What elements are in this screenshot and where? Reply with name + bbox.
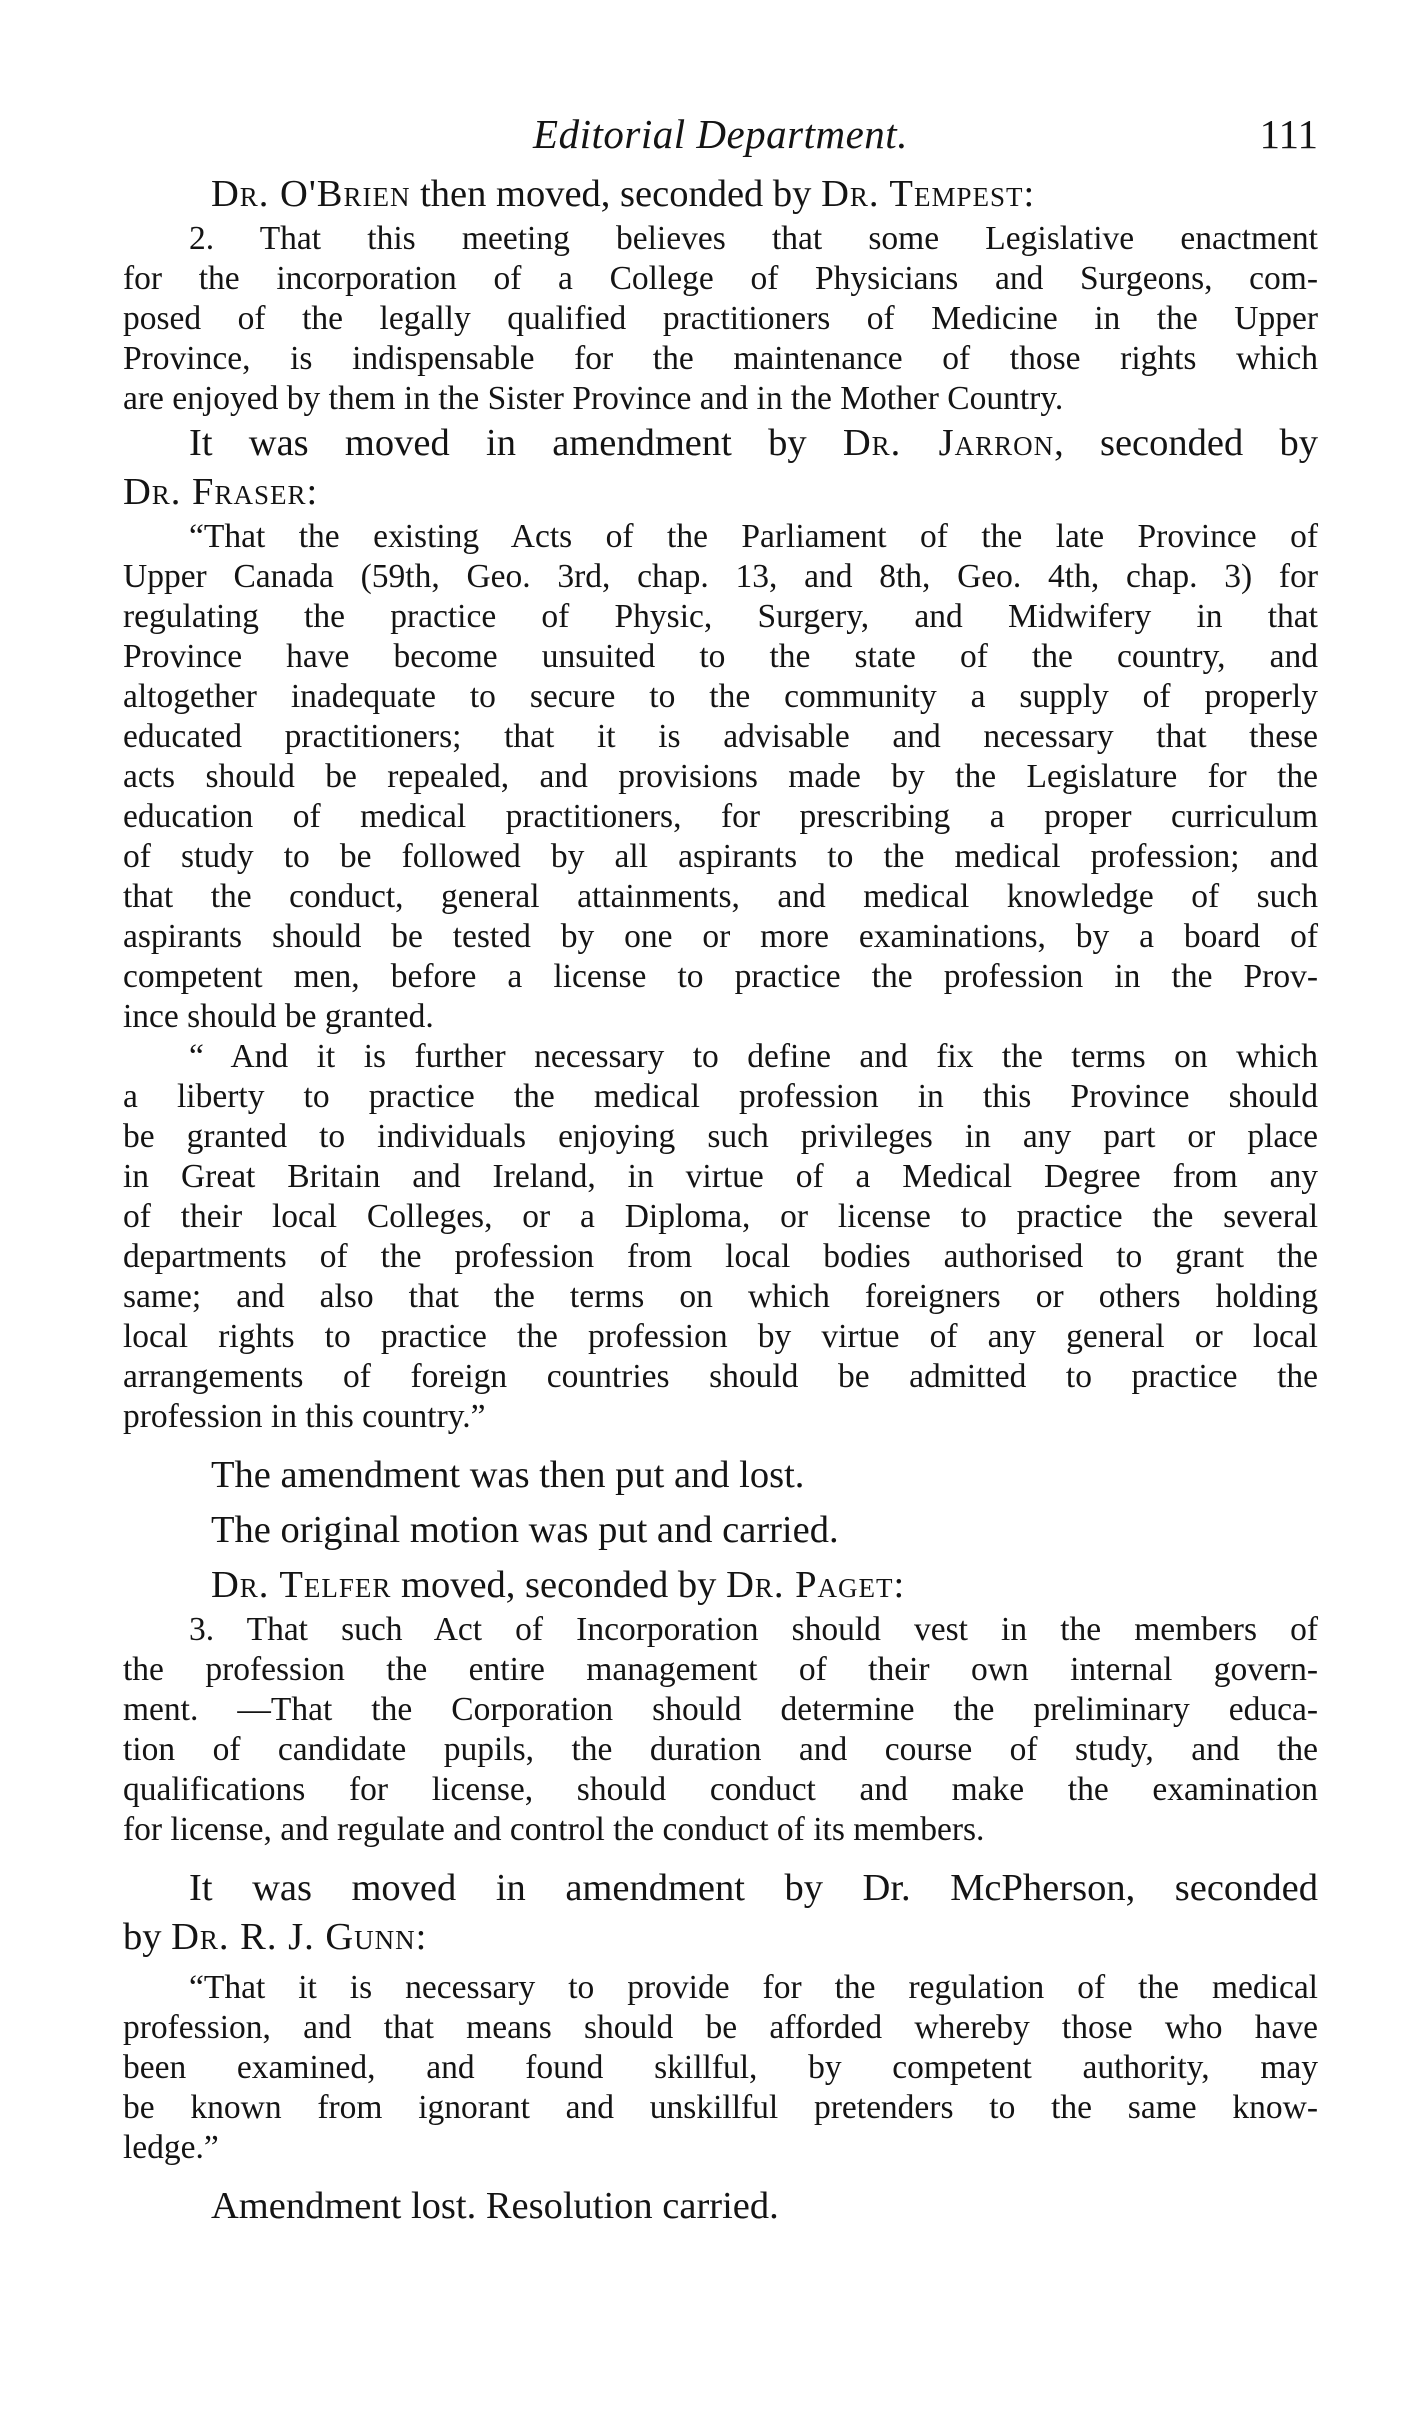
- text-line: be granted to individuals enjoying such privileges in any part or place: [123, 1118, 1318, 1155]
- text-line: are enjoyed by them in the Sister Province and in the Mother Country.: [123, 380, 1064, 417]
- text-line: [123, 419, 1318, 468]
- text-line: profession, and that means should be afforded whereby those who have: [123, 2009, 1318, 2046]
- text-line: Upper Canada (59th, Geo. 3rd, chap. 13, and 8th, Geo. 4th, chap. 3) for: [123, 558, 1318, 595]
- page: [123, 110, 1318, 2231]
- text-line: local rights to practice the profession by virtue of any general or local: [123, 1318, 1318, 1355]
- text-line: 3. That such Act of Incorporation should vest in the members of: [189, 1611, 1318, 1648]
- text-line: same; and also that the terms on which foreigners or others holding: [123, 1278, 1318, 1315]
- text-run: The amendment was then put and lost.: [211, 1454, 805, 1496]
- resolution-paragraph: [123, 219, 1318, 419]
- text-line: educated practitioners; that it is advisable and necessary that these: [123, 718, 1318, 755]
- text-line: in Great Britain and Ireland, in virtue of a Medical Degree from any: [123, 1158, 1318, 1195]
- text-line: be known from ignorant and unskillful pretenders to the same know-: [123, 2089, 1318, 2126]
- text-run: It was moved in amendment by: [189, 422, 843, 464]
- resolution-paragraph: [123, 1968, 1318, 2168]
- text-run: :: [415, 1916, 427, 1958]
- text-line: “ And it is further necessary to define and fix the terms on which: [189, 1038, 1318, 1075]
- text-line: [123, 468, 1318, 517]
- page-header: [123, 110, 1318, 170]
- text-run: by: [123, 1916, 172, 1958]
- text-line: qualifications for license, should conduct and make the examination: [123, 1771, 1318, 1808]
- text-line: regulating the practice of Physic, Surgery, and Midwifery in that: [123, 598, 1318, 635]
- text-run: then moved, seconded by: [410, 173, 822, 215]
- text-line: education of medical practitioners, for prescribing a proper curriculum: [123, 798, 1318, 835]
- text-line: of their local Colleges, or a Diploma, or license to practice the several: [123, 1198, 1318, 1235]
- text-line: posed of the legally qualified practitioners of Medicine in the Upper: [123, 300, 1318, 337]
- text-line: ledge.”: [123, 2129, 219, 2166]
- text-line: for the incorporation of a College of Physicians and Surgeons, com-: [123, 260, 1318, 297]
- text-line: been examined, and found skillful, by competent authority, may: [123, 2049, 1318, 2086]
- speaker-name: Dr. Tempest: [821, 173, 1024, 215]
- text-run: Amendment lost. Resolution carried.: [211, 2185, 779, 2227]
- text-line: competent men, before a license to practice the profession in the Prov-: [123, 958, 1318, 995]
- resolution-paragraph: [123, 517, 1318, 1037]
- text-line: Province have become unsuited to the state of the country, and: [123, 638, 1318, 675]
- text-run: :: [1023, 173, 1035, 215]
- text-line: ment. —That the Corporation should determine the preliminary educa-: [123, 1691, 1318, 1728]
- text-run: moved, seconded by: [391, 1564, 727, 1606]
- speaker-name: Dr. Telfer: [211, 1564, 392, 1606]
- text-line: [123, 1864, 1318, 1913]
- body-text: [123, 170, 1318, 2231]
- text-line: departments of the profession from local bodies authorised to grant the: [123, 1238, 1318, 1275]
- speaker-name: Dr. O'Brien: [211, 173, 411, 215]
- speaker-name: Dr. Paget: [726, 1564, 894, 1606]
- motion-line: [123, 1451, 1318, 1500]
- motion-line: [123, 2182, 1318, 2231]
- motion-line: [123, 1506, 1318, 1555]
- text-line: aspirants should be tested by one or more examinations, by a board of: [123, 918, 1318, 955]
- motion-line: [123, 1561, 1318, 1610]
- resolution-paragraph: [123, 1610, 1318, 1850]
- text-line: profession in this country.”: [123, 1398, 486, 1435]
- text-line: “That the existing Acts of the Parliament of the late Province of: [189, 518, 1318, 555]
- text-line: that the conduct, general attainments, and medical knowledge of such: [123, 878, 1318, 915]
- text-line: [123, 1913, 1318, 1962]
- amendment-paragraph: [123, 419, 1318, 517]
- running-head: Editorial Department.: [533, 111, 908, 157]
- text-line: arrangements of foreign countries should be admitted to practice the: [123, 1358, 1318, 1395]
- speaker-name: Dr. Jarron: [842, 422, 1055, 464]
- page-number: 111: [1259, 111, 1318, 157]
- speaker-name: Dr. R. J. Gunn: [171, 1916, 416, 1958]
- text-line: altogether inadequate to secure to the community a supply of properly: [123, 678, 1318, 715]
- text-line: acts should be repealed, and provisions made by the Legislature for the: [123, 758, 1318, 795]
- resolution-paragraph: [123, 1037, 1318, 1437]
- text-line: a liberty to practice the medical profession in this Province should: [123, 1078, 1318, 1115]
- text-line: for license, and regulate and control the conduct of its members.: [123, 1811, 985, 1848]
- text-line: ince should be granted.: [123, 998, 434, 1035]
- text-run: :: [893, 1564, 905, 1606]
- text-run: The original motion was put and carried.: [211, 1509, 839, 1551]
- text-run: It was moved in amendment by Dr. McPherson, seconded: [189, 1867, 1318, 1909]
- text-run: :: [306, 471, 318, 513]
- text-run: , seconded by: [1054, 422, 1319, 464]
- text-line: 2. That this meeting believes that some Legislative enactment: [189, 220, 1318, 257]
- speaker-name: Dr. Fraser: [123, 471, 307, 513]
- text-line: the profession the entire management of their own internal govern-: [123, 1651, 1318, 1688]
- text-line: Province, is indispensable for the maintenance of those rights which: [123, 340, 1318, 377]
- text-line: of study to be followed by all aspirants to the medical profession; and: [123, 838, 1318, 875]
- text-line: “That it is necessary to provide for the regulation of the medical: [189, 1969, 1318, 2006]
- motion-line: [123, 170, 1318, 219]
- amendment-paragraph: [123, 1864, 1318, 1962]
- text-line: tion of candidate pupils, the duration and course of study, and the: [123, 1731, 1318, 1768]
